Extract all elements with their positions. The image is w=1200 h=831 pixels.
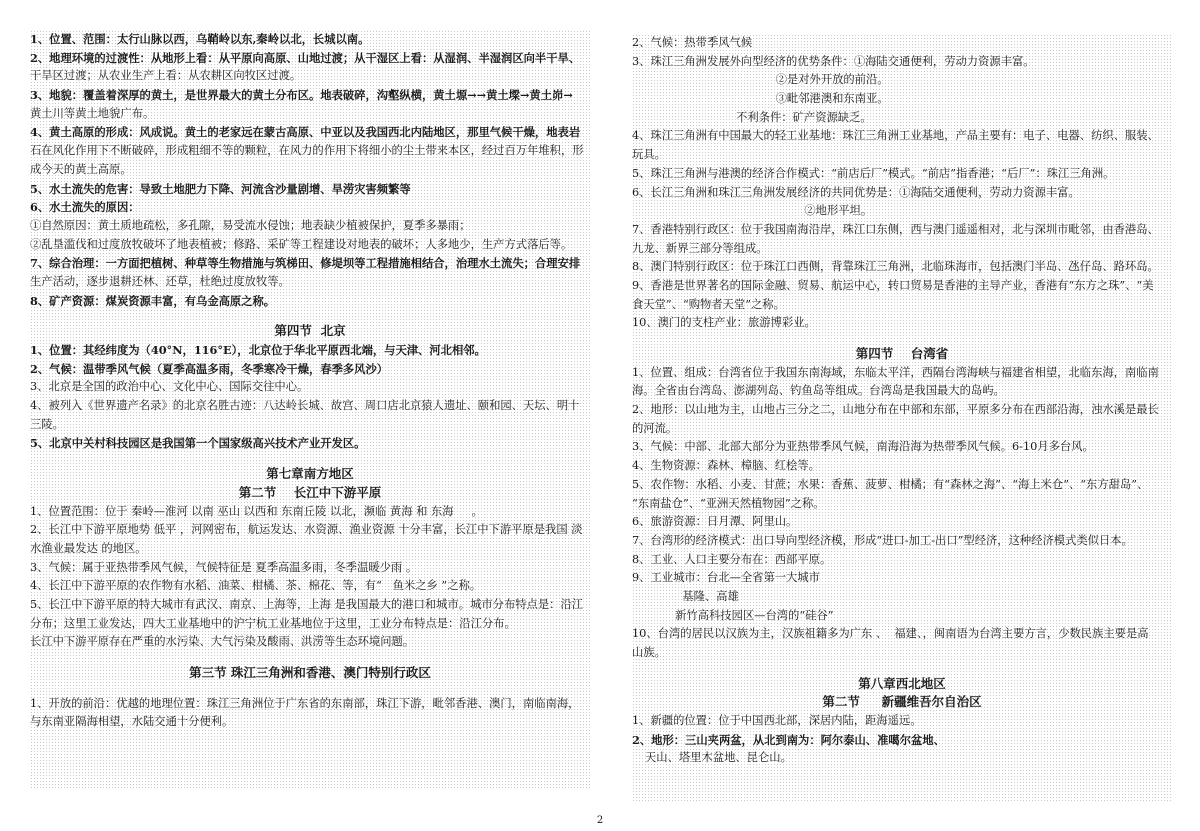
text-line: 10、台湾的居民以汉族为主，汉族祖籍多为广东 、 福建、，闽南语为台湾主要方言，少数民族主要是高 xyxy=(632,627,1149,641)
spacer xyxy=(30,453,590,465)
text-line: 1、位置范围：位于 秦岭—淮河 以南 巫山 以西和 东南丘陵 以北，濒临 黄海 和 东海 。 xyxy=(30,504,483,518)
spacer xyxy=(632,333,1172,345)
text-line: ②是对外开放的前沿。 xyxy=(632,73,889,87)
section-heading: 第七章南方地区 xyxy=(266,466,354,482)
text-line: 3、北京是全国的政治中心、文化中心、国际交往中心。 xyxy=(30,380,309,394)
text-line: 长江中下游平原存在严重的水污染、大气污染及酸雨、洪涝等生态环境问题。 xyxy=(30,635,415,649)
text-line: 基隆、高雄 xyxy=(632,589,739,603)
left-column xyxy=(30,30,590,788)
text-line: 2、长江中下游平原地势 低平 ，河网密布，航运发达、水资源、渔业资源 十分丰富，长江中下游平原是我国 淡 xyxy=(30,523,583,537)
text-line: 不利条件：矿产资源缺乏。 xyxy=(632,110,872,124)
text-line: “东南盐仓”、“亚洲天然植物园”之称。 xyxy=(632,496,825,510)
numbered-item: 5、北京中关村科技园区是我国第一个国家级高兴技术产业开发区。 xyxy=(30,436,366,451)
numbered-item: 2、地形：三山夹两盆，从北到南为：阿尔泰山、准噶尔盆地、 xyxy=(632,732,945,747)
text-line: 7、台湾形的经济模式：出口导向型经济模，形成“进口-加工-出口”型经济，这种经济模式类似日本。 xyxy=(632,533,1133,547)
section-heading: 第二节 长江中下游平原 xyxy=(238,484,382,500)
page-number: 2 xyxy=(596,815,604,826)
spacer xyxy=(632,663,1172,675)
text-line: 3、珠江三角洲发展外向型经济的优势条件：①海陆交通便利，劳动力资源丰富。 xyxy=(632,54,1035,68)
spacer xyxy=(30,683,590,695)
text-line: 7、香港特别行政区：位于我国南海沿岸，珠江口东侧，西与澳门遥遥相对，北与深圳市毗邻，由香港岛、 xyxy=(632,222,1159,236)
text-line: 8、澳门特别行政区：位于珠江口西侧，背靠珠江三角洲，北临珠海市，包括澳门半岛、氹仔岛、路环岛。 xyxy=(632,260,1159,274)
numbered-item: 1、位置、范围：太行山脉以西，乌鞘岭以东,秦岭以北，长城以南。 xyxy=(30,32,370,46)
text-line: 石在风化作用下不断破碎，形成粗细不等的颗粒，在风力的作用下将细小的尘土带来本区，经过百万年堆积，形 xyxy=(30,144,584,158)
text-line: ②乱垦滥伐和过度放牧破坏了地表植被；修路、采矿等工程建设对地表的破坏；人多地少，生产方式落后等。 xyxy=(30,237,573,251)
text-line: 1、位置、组成：台湾省位于我国东南海域，东临太平洋，西隔台湾海峡与福建省相望，北临东海，南临南 xyxy=(632,365,1159,379)
text-line: 6、长江三角洲和珠江三角洲发展经济的共同优势是：①海陆交通便利，劳动力资源丰富。 xyxy=(632,185,1080,199)
text-line: 4、长江中下游平原的农作物有水稻、油菜、柑橘、茶、棉花、等，有“ 鱼米之乡 ”之称。 xyxy=(30,579,482,593)
numbered-item: 4、黄土高原的形成：风成说。黄土的老家远在蒙古高原、中亚以及我国西北内陆地区，那里气候干燥，地表岩 xyxy=(30,125,581,140)
text-line: 5、长江中下游平原的特大城市有武汉、南京、上海等，上海 是我国最大的港口和城市。城市分布特点是：沿江 xyxy=(30,597,584,611)
text-line: 水渔业最发达 的地区。 xyxy=(30,541,147,555)
numbered-item: 6、水土流失的原因： xyxy=(30,200,140,215)
text-line: 食天堂”、“购物者天堂”之称。 xyxy=(632,297,785,311)
text-line: 干旱区过渡；从农业生产上看：从农耕区向牧区过渡。 xyxy=(30,69,302,83)
text-line: 9、香港是世界著名的国际金融、贸易、航运中心，转口贸易是香港的主导产业，香港有“东方之珠”、“美 xyxy=(632,278,1154,292)
text-line: 山族。 xyxy=(632,646,666,659)
text-line: ③毗邻港澳和东南亚。 xyxy=(632,92,889,106)
numbered-item: 1、位置：其经纬度为（40°N，116°E），北京位于华北平原西北端，与天津、河北相邻。 xyxy=(30,343,486,357)
text-line: 的河流。 xyxy=(632,421,678,435)
text-line: 2、气候：热带季风气候 xyxy=(632,36,753,49)
right-column xyxy=(632,34,1172,802)
spacer xyxy=(30,652,590,664)
text-line: 3、气候：中部、北部大部分为亚热带季风气候，南海沿海为热带季风气候。6-10月多台风。 xyxy=(632,440,1094,454)
text-line: 8、工业、人口主要分布在：西部平原。 xyxy=(632,552,832,566)
text-line: 10、澳门的支柱产业：旅游博彩业。 xyxy=(632,316,816,330)
text-line: 1、开放的前沿：优越的地理位置：珠江三角洲位于广东省的东南部，珠江下游，毗邻香港、澳门，南临南海， xyxy=(30,696,580,710)
text-line: 9、工业城市：台北—全省第一大城市 xyxy=(632,571,820,585)
section-heading: 第二节 新疆维吾尔自治区 xyxy=(822,694,982,710)
numbered-item: 3、地貌：覆盖着深厚的黄土，是世界最大的黄土分布区。地表破碎，沟壑纵横，黄土塬→→黄土墚→黄土峁→ xyxy=(30,88,573,103)
text-line: 黄土川等黄土地貌广布。 xyxy=(30,106,155,120)
numbered-item: 8、矿产资源：煤炭资源丰富，有乌金高原之称。 xyxy=(30,293,276,308)
text-line: 九龙、新界三部分等组成。 xyxy=(632,241,768,255)
text-line: 2、地形：以山地为主，山地占三分之二，山地分布在中部和东部，平原多分布在西部沿海，浊水溪是最长 xyxy=(632,403,1159,417)
text-line: 三陵。 xyxy=(30,417,64,431)
text-line: 与东南亚隔海相望，水陆交通十分便利。 xyxy=(30,715,234,729)
text-line: ②地形平坦。 xyxy=(632,204,873,218)
text-line: 生产活动，逐步退耕还林、还草，杜绝过度放牧等。 xyxy=(30,274,290,288)
section-heading: 第四节 台湾省 xyxy=(855,346,949,361)
text-line: 4、被列入《世界遗产名录》的北京名胜古迹：八达岭长城、故宫、周口店北京猿人遗址、颐和园、天坛、明十 xyxy=(30,399,580,413)
text-line: 1、新疆的位置：位于中国西北部，深居内陆，距海遥远。 xyxy=(632,714,922,728)
text-line: 成今天的黄土高原。 xyxy=(30,162,132,176)
section-heading: 第三节 珠江三角洲和香港、澳门特别行政区 xyxy=(189,665,431,680)
spacer xyxy=(30,310,590,322)
text-line: 4、珠江三角洲有中国最大的轻工业基地：珠江三角洲工业基地，产品主要有：电子、电器、纺织、服装、 xyxy=(632,129,1159,143)
text-line: 3、气候：属于亚热带季风气候，气候特征是 夏季高温多雨，冬季温暖少雨 。 xyxy=(30,560,418,574)
section-heading: 第八章西北地区 xyxy=(858,675,946,691)
numbered-item: 7、综合治理：一方面把植树、种草等生物措施与筑梯田、修堤坝等工程措施相结合，治理水土流失；合理安排 xyxy=(30,256,581,271)
text-line: 5、农作物：水稻、小麦、甘蔗；水果：香蕉、菠萝、柑橘；有“森林之海”、“海上米仓”、“东方甜岛”、 xyxy=(632,477,1149,491)
text-line: ①自然原因：黄土质地疏松，多孔隙，易受流水侵蚀；地表缺少植被保护，夏季多暴雨； xyxy=(30,218,471,232)
section-heading: 第四节 北京 xyxy=(274,323,346,339)
text-line: 4、生物资源：森林、樟脑、红桧等。 xyxy=(632,459,820,473)
text-line: 海。全省由台湾岛、澎湖列岛、钓鱼岛等组成。台湾岛是我国最大的岛屿。 xyxy=(632,384,1005,398)
numbered-item: 2、地理环境的过渡性：从地形上看：从平原向高原、山地过渡；从干湿区上看：从湿润、半湿润区向半干旱、 xyxy=(30,50,581,65)
text-line: 玩具。 xyxy=(632,148,666,162)
text-line: 6、旅游资源：日月潭、阿里山。 xyxy=(632,515,798,529)
text-line: 新竹高科技园区—台湾的“硅谷” xyxy=(632,608,834,622)
text-line: 5、珠江三角洲与港澳的经济合作模式：“前店后厂”模式。“前店”指香港；“后厂”：珠江三角洲。 xyxy=(632,166,1115,180)
numbered-item: 2、气候：温带季风气候（夏季高温多雨，冬季寒冷干燥，春季多风沙） xyxy=(30,361,389,376)
numbered-item: 5、水土流失的危害：导致土地肥力下降、河流含沙量剧增、旱涝灾害频繁等 xyxy=(30,181,411,196)
text-line: 天山、塔里木盆地、昆仑山。 xyxy=(645,751,792,765)
text-line: 分布；这里工业发达，四大工业基地中的沪宁杭工业基地位于这里，工业分布特点是：沿江分布。 xyxy=(30,616,516,630)
